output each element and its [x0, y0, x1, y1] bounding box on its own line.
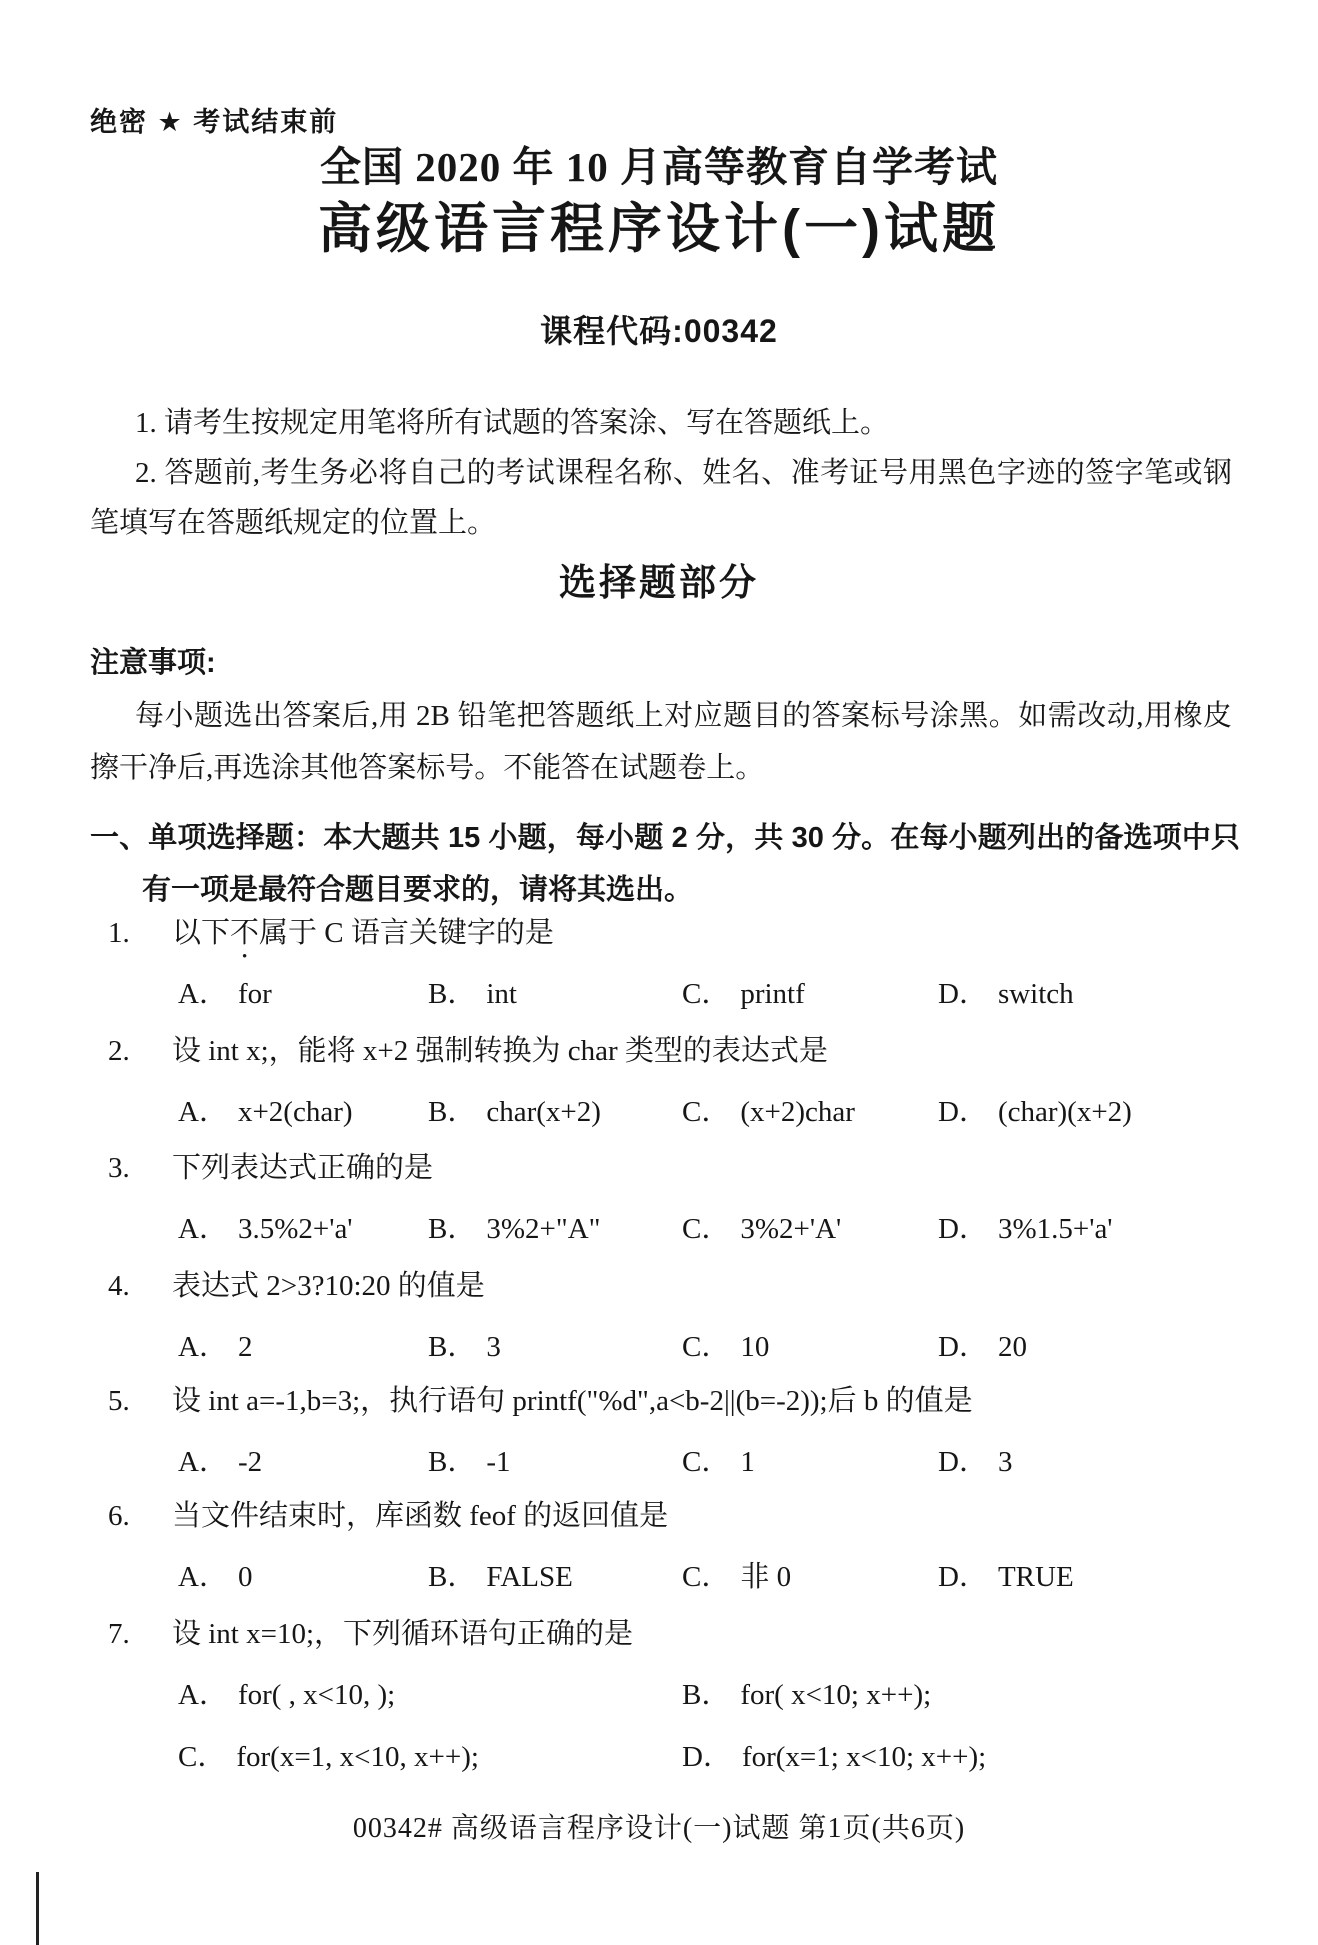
option-text: (x+2)char [740, 1096, 855, 1128]
option-text: 0 [237, 1561, 253, 1593]
option-b [682, 1672, 931, 1713]
question-3-number: 3. [108, 1152, 130, 1184]
stem-text: 设 int a=-1,b=3;，执行语句 printf("%d",a<b-2||(b=-2));后 b 的值是 [172, 1385, 973, 1417]
question-5-stem [108, 1378, 973, 1419]
option-letter: C． [682, 1213, 731, 1245]
option-d [938, 1554, 1074, 1595]
question-2-number: 2. [108, 1035, 130, 1067]
question-1-stem [108, 910, 554, 965]
option-text: 2 [237, 1331, 253, 1363]
course-code: 课程代码:00342 [540, 313, 778, 349]
option-a [178, 971, 272, 1012]
option-text: 1 [740, 1446, 755, 1478]
stem-text: 设 int x;，能将 x+2 强制转换为 char 类型的表达式是 [172, 1035, 828, 1067]
stem-text: 表达式 2>3?10:20 的值是 [172, 1270, 485, 1302]
option-d [938, 1089, 1132, 1130]
question-4-stem [108, 1263, 485, 1304]
option-b [428, 1089, 601, 1130]
option-b [428, 1554, 573, 1595]
option-letter: B． [428, 978, 477, 1010]
option-text: 3%1.5+'a' [997, 1213, 1113, 1245]
stem-emphasized-char: 不 [230, 917, 260, 949]
option-letter: A． [178, 1331, 228, 1363]
option-c [682, 1439, 755, 1480]
scan-artifact-line [36, 1872, 39, 1945]
option-b [428, 1439, 511, 1480]
option-letter: B． [428, 1446, 477, 1478]
option-c [178, 1734, 479, 1775]
option-text: for(x=1; x<10; x++); [741, 1741, 987, 1773]
option-text: -1 [486, 1446, 511, 1478]
option-letter: D． [938, 978, 988, 1010]
option-letter: C． [682, 1096, 731, 1128]
option-text: for( x<10; x++); [740, 1679, 932, 1711]
option-letter: D． [938, 1213, 988, 1245]
option-letter: A． [178, 1213, 228, 1245]
option-a [178, 1554, 252, 1595]
instruction-2: 2. 答题前,考生务必将自己的考试课程名称、姓名、准考证号用黑色字迹的签字笔或钢笔填写在答题纸规定的位置上。 [90, 457, 1232, 539]
stem-text: 当文件结束时，库函数 feof 的返回值是 [172, 1500, 669, 1532]
option-letter: D． [682, 1741, 732, 1773]
question-3-options [0, 1206, 1318, 1246]
question-7-options-row2 [0, 1734, 1318, 1774]
option-letter: B． [428, 1213, 477, 1245]
option-letter: A． [178, 1561, 228, 1593]
option-text: 3%2+"A" [486, 1213, 601, 1245]
option-letter: B． [428, 1561, 477, 1593]
question-3-stem [108, 1145, 433, 1186]
page-footer: 00342# 高级语言程序设计(一)试题 第1页(共6页) [352, 1813, 966, 1844]
question-1-options [0, 971, 1318, 1011]
option-text: x+2(char) [237, 1096, 353, 1128]
option-a [178, 1206, 353, 1247]
option-letter: B． [682, 1679, 731, 1711]
option-letter: C． [682, 1561, 731, 1593]
option-b [428, 971, 517, 1012]
option-text: switch [997, 978, 1074, 1010]
question-6-options [0, 1554, 1318, 1594]
notes-body: 每小题选出答案后,用 2B 铅笔把答题纸上对应题目的答案标号涂黑。如需改动,用橡皮擦干净后,再选涂其他答案标号。不能答在试题卷上。 [90, 700, 1232, 784]
question-5-options [0, 1439, 1318, 1479]
option-text: FALSE [486, 1561, 573, 1593]
option-letter: A． [178, 1679, 228, 1711]
option-text: for( , x<10, ); [237, 1679, 396, 1711]
option-letter: D． [938, 1446, 988, 1478]
option-letter: C． [178, 1741, 227, 1773]
option-letter: D． [938, 1561, 988, 1593]
instruction-1: 1. 请考生按规定用笔将所有试题的答案涂、写在答题纸上。 [135, 407, 890, 439]
option-text: 3%2+'A' [740, 1213, 842, 1245]
option-text: -2 [237, 1446, 263, 1478]
option-b [428, 1206, 600, 1247]
option-d [938, 1439, 1012, 1480]
question-2-options [0, 1089, 1318, 1129]
stem-text: 下列表达式正确的是 [172, 1152, 434, 1184]
option-text: 非 0 [740, 1561, 792, 1593]
option-c [682, 1324, 769, 1365]
exam-title-line1: 全国 2020 年 10 月高等教育自学考试 [320, 144, 998, 190]
option-text: TRUE [997, 1561, 1074, 1593]
stem-text: 设 int x=10;，下列循环语句正确的是 [172, 1618, 634, 1650]
question-1-number: 1. [108, 917, 130, 949]
option-a [178, 1089, 353, 1130]
option-text: for [237, 978, 272, 1010]
question-5-number: 5. [108, 1385, 130, 1417]
question-6-number: 6. [108, 1500, 130, 1532]
option-letter: D． [938, 1096, 988, 1128]
question-7-options-row1 [0, 1672, 1318, 1712]
option-c [682, 1089, 855, 1130]
option-c [682, 1554, 791, 1595]
section-title: 选择题部分 [559, 562, 759, 603]
option-letter: B． [428, 1331, 477, 1363]
option-d [938, 1324, 1027, 1365]
part1-heading: 一、单项选择题：本大题共 15 小题，每小题 2 分，共 30 分。在每小题列出的备选项中只有一项是最符合题目要求的，请将其选出。 [90, 822, 1240, 906]
option-text: 20 [997, 1331, 1027, 1363]
option-a [178, 1439, 262, 1480]
option-text: char(x+2) [486, 1096, 601, 1128]
option-letter: C． [682, 978, 731, 1010]
option-letter: A． [178, 1096, 228, 1128]
question-6-stem [108, 1493, 668, 1534]
option-text: 10 [740, 1331, 770, 1363]
option-text: printf [740, 978, 805, 1010]
option-text: 3 [486, 1331, 501, 1363]
question-7-stem [108, 1611, 633, 1652]
option-b [428, 1324, 501, 1365]
option-letter: B． [428, 1096, 477, 1128]
option-text: for(x=1, x<10, x++); [236, 1741, 479, 1773]
option-a [178, 1324, 252, 1365]
question-2-stem [108, 1028, 828, 1069]
option-letter: D． [938, 1331, 988, 1363]
question-4-number: 4. [108, 1270, 130, 1302]
option-a [178, 1672, 395, 1713]
option-text: (char)(x+2) [997, 1096, 1132, 1128]
question-7-number: 7. [108, 1618, 130, 1650]
option-letter: C． [682, 1446, 731, 1478]
option-letter: A． [178, 1446, 228, 1478]
stem-text: 以下 [172, 917, 231, 949]
option-d [938, 971, 1074, 1012]
stem-text: 属于 C 语言关键字的是 [259, 917, 554, 949]
option-c [682, 971, 805, 1012]
classification-label: 绝密 ★ 考试结束前 [90, 107, 339, 137]
question-4-options [0, 1324, 1318, 1364]
option-text: 3.5%2+'a' [237, 1213, 353, 1245]
notes-title: 注意事项: [90, 647, 216, 679]
option-text: 3 [997, 1446, 1013, 1478]
option-letter: C． [682, 1331, 731, 1363]
option-c [682, 1206, 841, 1247]
exam-title-line2: 高级语言程序设计(一)试题 [318, 199, 1000, 259]
option-letter: A． [178, 978, 228, 1010]
option-text: int [486, 978, 517, 1010]
option-d [938, 1206, 1113, 1247]
option-d [682, 1734, 986, 1775]
